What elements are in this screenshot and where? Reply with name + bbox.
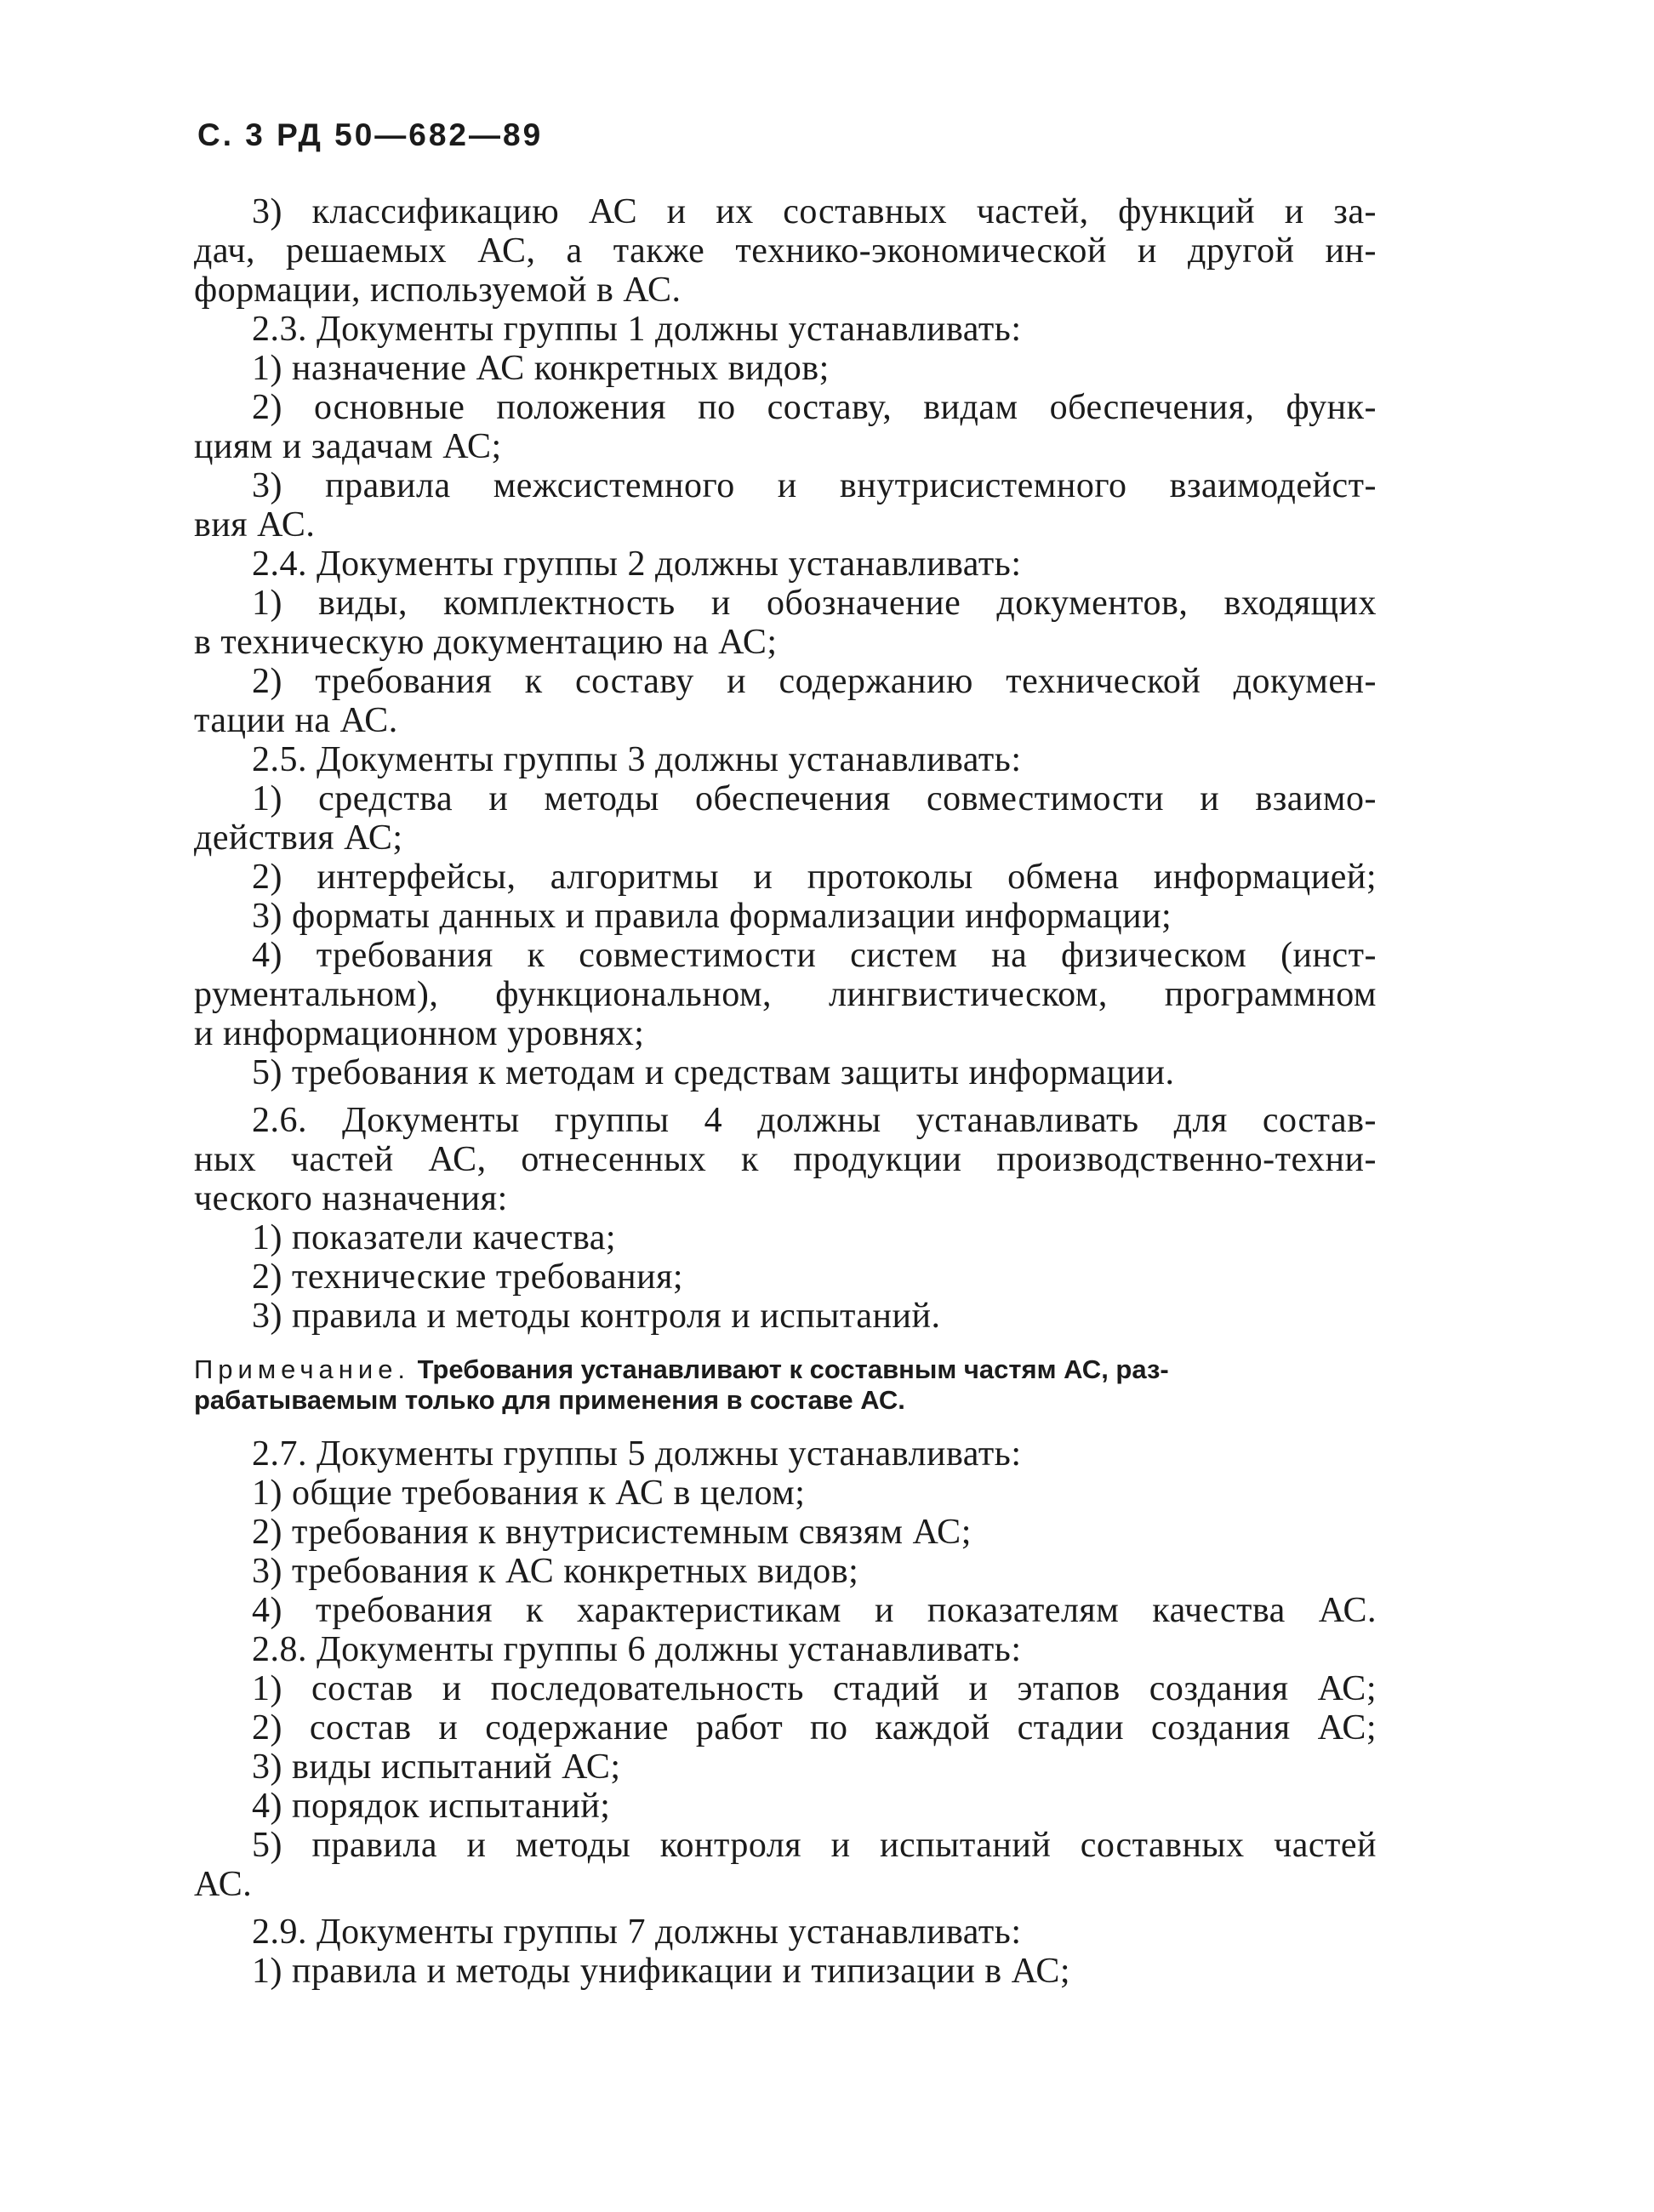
section-2-6-title: [194, 1101, 1377, 1218]
section-2-3-item-3: [194, 466, 1377, 544]
section-2-7-title: [194, 1434, 1377, 1474]
section-2-5-item-2: [194, 858, 1377, 897]
text-line: вия АС.: [194, 505, 316, 544]
text-line: 5) требования к методам и средствам защиты информации.: [252, 1053, 1175, 1092]
note-line: рабатываемым только для применения в составе АС.: [194, 1385, 905, 1415]
section-2-7-item-4: [194, 1591, 1377, 1630]
section-2-9-item-1: [194, 1952, 1377, 1991]
item-3-classification: [194, 192, 1377, 310]
text-line: 3) требования к АС конкретных видов;: [252, 1552, 859, 1591]
text-line: 2) интерфейсы, алгоритмы и протоколы обмена информацией;: [252, 858, 1377, 897]
section-2-6-item-3: [194, 1297, 1377, 1336]
text-line: 2.5. Документы группы 3 должны устанавливать:: [252, 740, 1022, 779]
text-line: 2) состав и содержание работ по каждой стадии создания АС;: [252, 1708, 1377, 1747]
page-header: С. 3 РД 50—682—89: [197, 117, 544, 152]
text-line: 4) требования к совместимости систем на физическом (инст-: [252, 936, 1377, 975]
section-2-5-item-3: [194, 897, 1377, 936]
section-2-3-item-2: [194, 388, 1377, 466]
section-2-5-item-5: [194, 1053, 1377, 1092]
text-line: ческого назначения:: [194, 1179, 508, 1218]
text-line: дач, решаемых АС, а также технико-экономической и другой ин-: [194, 231, 1377, 271]
note-block: [194, 1354, 1377, 1416]
text-line: 1) общие требования к АС в целом;: [252, 1474, 806, 1513]
section-2-5-title: [194, 740, 1377, 779]
note-line: [194, 1354, 1377, 1385]
text-line: 4) требования к характеристикам и показателям качества АС.: [252, 1591, 1377, 1630]
text-line: 3) классификацию АС и их составных частей, функций и за-: [252, 192, 1377, 231]
text-line: 1) правила и методы унификации и типизации в АС;: [252, 1952, 1071, 1991]
text-line: 2) технические требования;: [252, 1257, 684, 1297]
text-line: тации на АС.: [194, 701, 398, 740]
section-2-8-item-3: [194, 1747, 1377, 1787]
text-line: ных частей АС, отнесенных к продукции производственно-техни-: [194, 1140, 1377, 1179]
text-line: 2) основные положения по составу, видам обеспечения, функ-: [252, 388, 1377, 427]
text-line: 1) средства и методы обеспечения совместимости и взаимо-: [252, 779, 1377, 818]
text-line: АС.: [194, 1865, 253, 1904]
text-line: 2.7. Документы группы 5 должны устанавливать:: [252, 1434, 1022, 1474]
section-2-7-item-1: [194, 1474, 1377, 1513]
note-text: Требования устанавливают к составным частям АС, раз-: [417, 1354, 1169, 1384]
note-label: Примечание.: [194, 1354, 411, 1384]
text-line: 1) состав и последовательность стадий и этапов создания АС;: [252, 1669, 1377, 1708]
text-line: действия АС;: [194, 818, 403, 858]
section-2-8-title: [194, 1630, 1377, 1669]
text-line: 1) виды, комплектность и обозначение документов, входящих: [252, 584, 1377, 623]
text-line: 3) виды испытаний АС;: [252, 1747, 621, 1787]
section-2-7-item-3: [194, 1552, 1377, 1591]
text-line: 2.8. Документы группы 6 должны устанавливать:: [252, 1630, 1022, 1669]
text-line: 1) назначение АС конкретных видов;: [252, 349, 830, 388]
text-line: 2.3. Документы группы 1 должны устанавливать:: [252, 310, 1022, 349]
text-line: 4) порядок испытаний;: [252, 1787, 611, 1826]
section-2-6-item-2: [194, 1257, 1377, 1297]
text-line: 2) требования к внутрисистемным связям АС;: [252, 1513, 972, 1552]
section-2-8-item-5: [194, 1826, 1377, 1904]
section-2-3-title: [194, 310, 1377, 349]
text-line: 2.4. Документы группы 2 должны устанавливать:: [252, 544, 1022, 584]
text-line: 5) правила и методы контроля и испытаний составных частей: [252, 1826, 1377, 1865]
text-line: 3) правила межсистемного и внутрисистемного взаимодейст-: [252, 466, 1377, 505]
text-line: формации, используемой в АС.: [194, 271, 682, 310]
section-2-4-item-2: [194, 662, 1377, 740]
section-2-4-title: [194, 544, 1377, 584]
section-2-3-item-1: [194, 349, 1377, 388]
section-2-5-item-4: [194, 936, 1377, 1053]
section-2-8-item-4: [194, 1787, 1377, 1826]
section-2-8-item-2: [194, 1708, 1377, 1747]
text-line: 1) показатели качества;: [252, 1218, 617, 1257]
text-line: рументальном), функциональном, лингвистическом, программном: [194, 975, 1377, 1014]
text-line: 2) требования к составу и содержанию технической докумен-: [252, 662, 1377, 701]
section-2-8-item-1: [194, 1669, 1377, 1708]
section-2-4-item-1: [194, 584, 1377, 662]
section-2-6-item-1: [194, 1218, 1377, 1257]
text-line: 3) форматы данных и правила формализации информации;: [252, 897, 1172, 936]
section-2-5-item-1: [194, 779, 1377, 858]
text-line: 2.9. Документы группы 7 должны устанавливать:: [252, 1913, 1022, 1952]
text-line: 2.6. Документы группы 4 должны устанавливать для состав-: [252, 1101, 1377, 1140]
text-line: циям и задачам АС;: [194, 427, 502, 466]
text-line: в техническую документацию на АС;: [194, 623, 778, 662]
text-line: 3) правила и методы контроля и испытаний.: [252, 1297, 941, 1336]
section-2-7-item-2: [194, 1513, 1377, 1552]
document-body: [194, 192, 1377, 1991]
section-2-9-title: [194, 1913, 1377, 1952]
text-line: и информационном уровнях;: [194, 1014, 645, 1053]
